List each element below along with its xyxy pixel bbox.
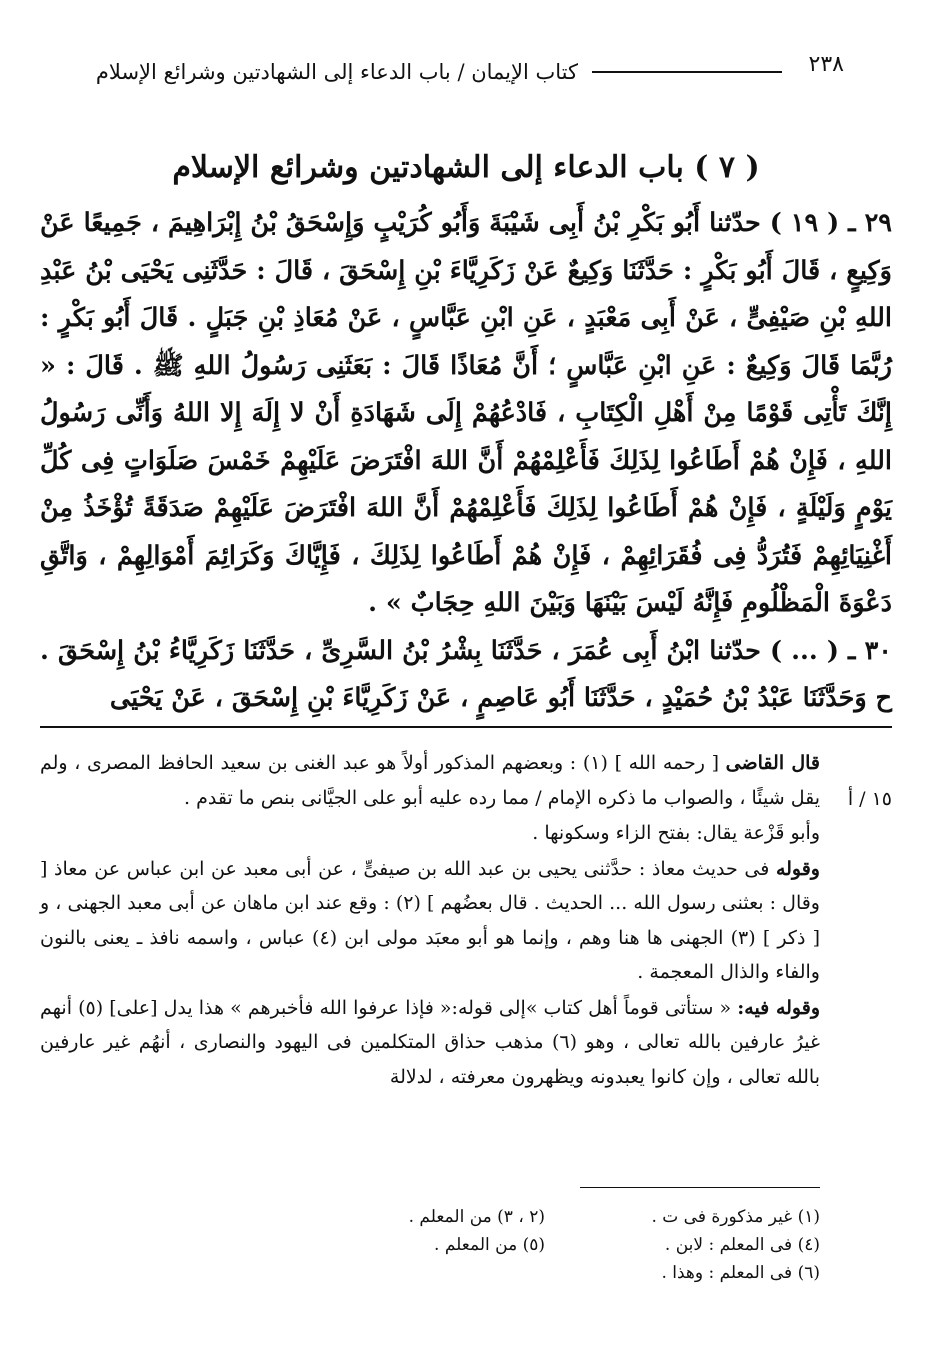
- commentary-paragraph: [40, 746, 820, 815]
- commentary-lead: وقوله فيه:: [737, 996, 820, 1019]
- footnote: (٦) فى المعلم : وهذا .: [661, 1263, 820, 1283]
- commentary-text: فى حديث معاذ : حدَّثنى يحيى بن عبد الله بن صيفىٍّ ، عن أبى معبد عن ابن عباس عن معاذ [ وقال : بعثنى رسول الله ... الحديث . قال بعضُهم ] (٢) : وقع عند ابن ماهان عن أبى معبد الجهنى ، و [ ذكر ] (٣) الجهنى ها هنا وهم ، وإنما هو أبو معبَد مولى ابن (٤) عباس ، واسمه نافذ ـ يعنى بالنون والفاء والذال المعجمة .: [40, 857, 821, 983]
- commentary-text: « ستأتى قوماً أهل كتاب »إلى قوله:« فإذا عرفوا الله فأخبرهم » هذا يدل [على] (٥) أنهم غيرُ عارفين بالله تعالى ، وهو (٦) مذهب حذاق المتكلمين فى اليهود والنصارى ، أنهُم غير عارفين بالله تعالى ، وإن كانوا يعبدونه ويظهرون معرفته ، لدلالة: [40, 996, 820, 1088]
- footnote: (٤) فى المعلم : لابن .: [664, 1235, 820, 1255]
- hadith-29: ٢٩ ـ ( ١٩ ) حدّثنا أَبُو بَكْرِ بْنُ أَبِى شَيْبَةَ وَأَبُو كُرَيْبٍ وَإِسْحَقُ بْنُ إِبْرَاهِيمَ ، جَمِيعًا عَنْ وَكِيعٍ ، قَالَ أَبُو بَكْرٍ : حَدَّثَنَا وَكِيعٌ عَنْ زَكَرِيَّاءَ بْنِ إِسْحَقَ ، قَالَ : حَدَّثَنِى يَحْيَى بْنُ عَبْدِ اللهِ بْنِ صَيْفِىٍّ ، عَنْ أَبِى مَعْبَدٍ ، عَنِ ابْنِ عَبَّاسٍ ، عَنْ مُعَاذِ بْنِ جَبَلٍ . قَالَ أَبُو بَكْرٍ : رُبَّمَا قَالَ وَكِيعٌ : عَنِ ابْنِ عَبَّاسٍ ؛ أَنَّ مُعَاذًا قَالَ : بَعَثَنِى رَسُولُ اللهِ ﷺ . قَالَ : « إِنَّكَ تَأْتِى قَوْمًا مِنْ أَهْلِ الْكِتَابِ ، فَادْعُهُمْ إِلَى شَهَادَةِ أَنْ لا إِلَهَ إِلا اللهُ وَأَنِّى رَسُولُ اللهِ ، فَإِنْ هُمْ أَطَاعُوا لِذَلِكَ فَأَعْلِمْهُمْ أَنَّ اللهَ افْتَرَضَ عَلَيْهِمْ خَمْسَ صَلَوَاتٍ فِى كُلِّ يَوْمٍ وَلَيْلَةٍ ، فَإِنْ هُمْ أَطَاعُوا لِذَلِكَ فَأَعْلِمْهُمْ أَنَّ اللهَ افْتَرَضَ عَلَيْهِمْ صَدَقَةً تُؤْخَذُ مِنْ أَغْنِيَائِهِمْ فَتُرَدُّ فِى فُقَرَائِهِمْ ، فَإِنْ هُمْ أَطَاعُوا لِذَلِكَ ، فَإِيَّاكَ وَكَرَائِمَ أَمْوَالِهِمْ ، وَاتَّقِ دَعْوَةَ الْمَظْلُومِ فَإِنَّهُ لَيْسَ بَيْنَهَا وَبَيْنَ اللهِ حِجَابٌ » .: [40, 208, 892, 618]
- page-number: ٢٣٨: [808, 52, 844, 77]
- commentary-text: [ رحمه الله ] (١) : وبعضهم المذكور أولاً هو عبد الغنى بن سعيد الحافظ المصرى ، ولم يقل شيئًا ، والصواب ما ذكره الإمام / مما رده عليه أبو على الجيَّانى بنص ما تقدم .: [40, 752, 820, 809]
- running-title: كتاب الإيمان / باب الدعاء إلى الشهادتين وشرائع الإسلام: [95, 60, 578, 84]
- commentary-lead: وقوله: [775, 857, 820, 880]
- running-header: [36, 52, 782, 92]
- commentary-text: وأبو قَزْعة يقال: بفتح الزاء وسكونها .: [532, 822, 820, 844]
- commentary-paragraph: [40, 852, 820, 990]
- commentary-paragraph: [40, 816, 820, 851]
- commentary-paragraph: [40, 991, 820, 1095]
- hadith-30: ٣٠ ـ ( ... ) حدّثنا ابْنُ أَبِى عُمَرَ ، حَدَّثَنَا بِشْرُ بْنُ السَّرِىِّ ، حَدَّثَنَا زَكَرِيَّاءُ بْنُ إِسْحَقَ . ح وَحَدَّثَنَا عَبْدُ بْنُ حُمَيْدٍ ، حَدَّثَنَا أَبُو عَاصِمٍ ، عَنْ زَكَرِيَّاءَ بْنِ إِسْحَقَ ، عَنْ يَحْيَى: [40, 635, 892, 713]
- footnotes: [300, 1203, 820, 1287]
- commentary-lead: قال القاضى: [725, 752, 821, 774]
- commentary: [40, 746, 820, 1095]
- margin-folio-mark: ١٥ / أ: [847, 788, 892, 810]
- footnote: (٥) من المعلم .: [434, 1235, 545, 1255]
- footnote: (٢ ، ٣) من المعلم .: [408, 1207, 545, 1227]
- header-dash: [592, 71, 782, 73]
- hadith-text: [40, 200, 892, 723]
- separator-rule: [40, 726, 892, 728]
- footnote: (١) غير مذكورة فى ت .: [651, 1207, 820, 1227]
- chapter-title: ( ٧ ) باب الدعاء إلى الشهادتين وشرائع الإسلام: [172, 150, 760, 185]
- footnotes-rule: [580, 1187, 820, 1188]
